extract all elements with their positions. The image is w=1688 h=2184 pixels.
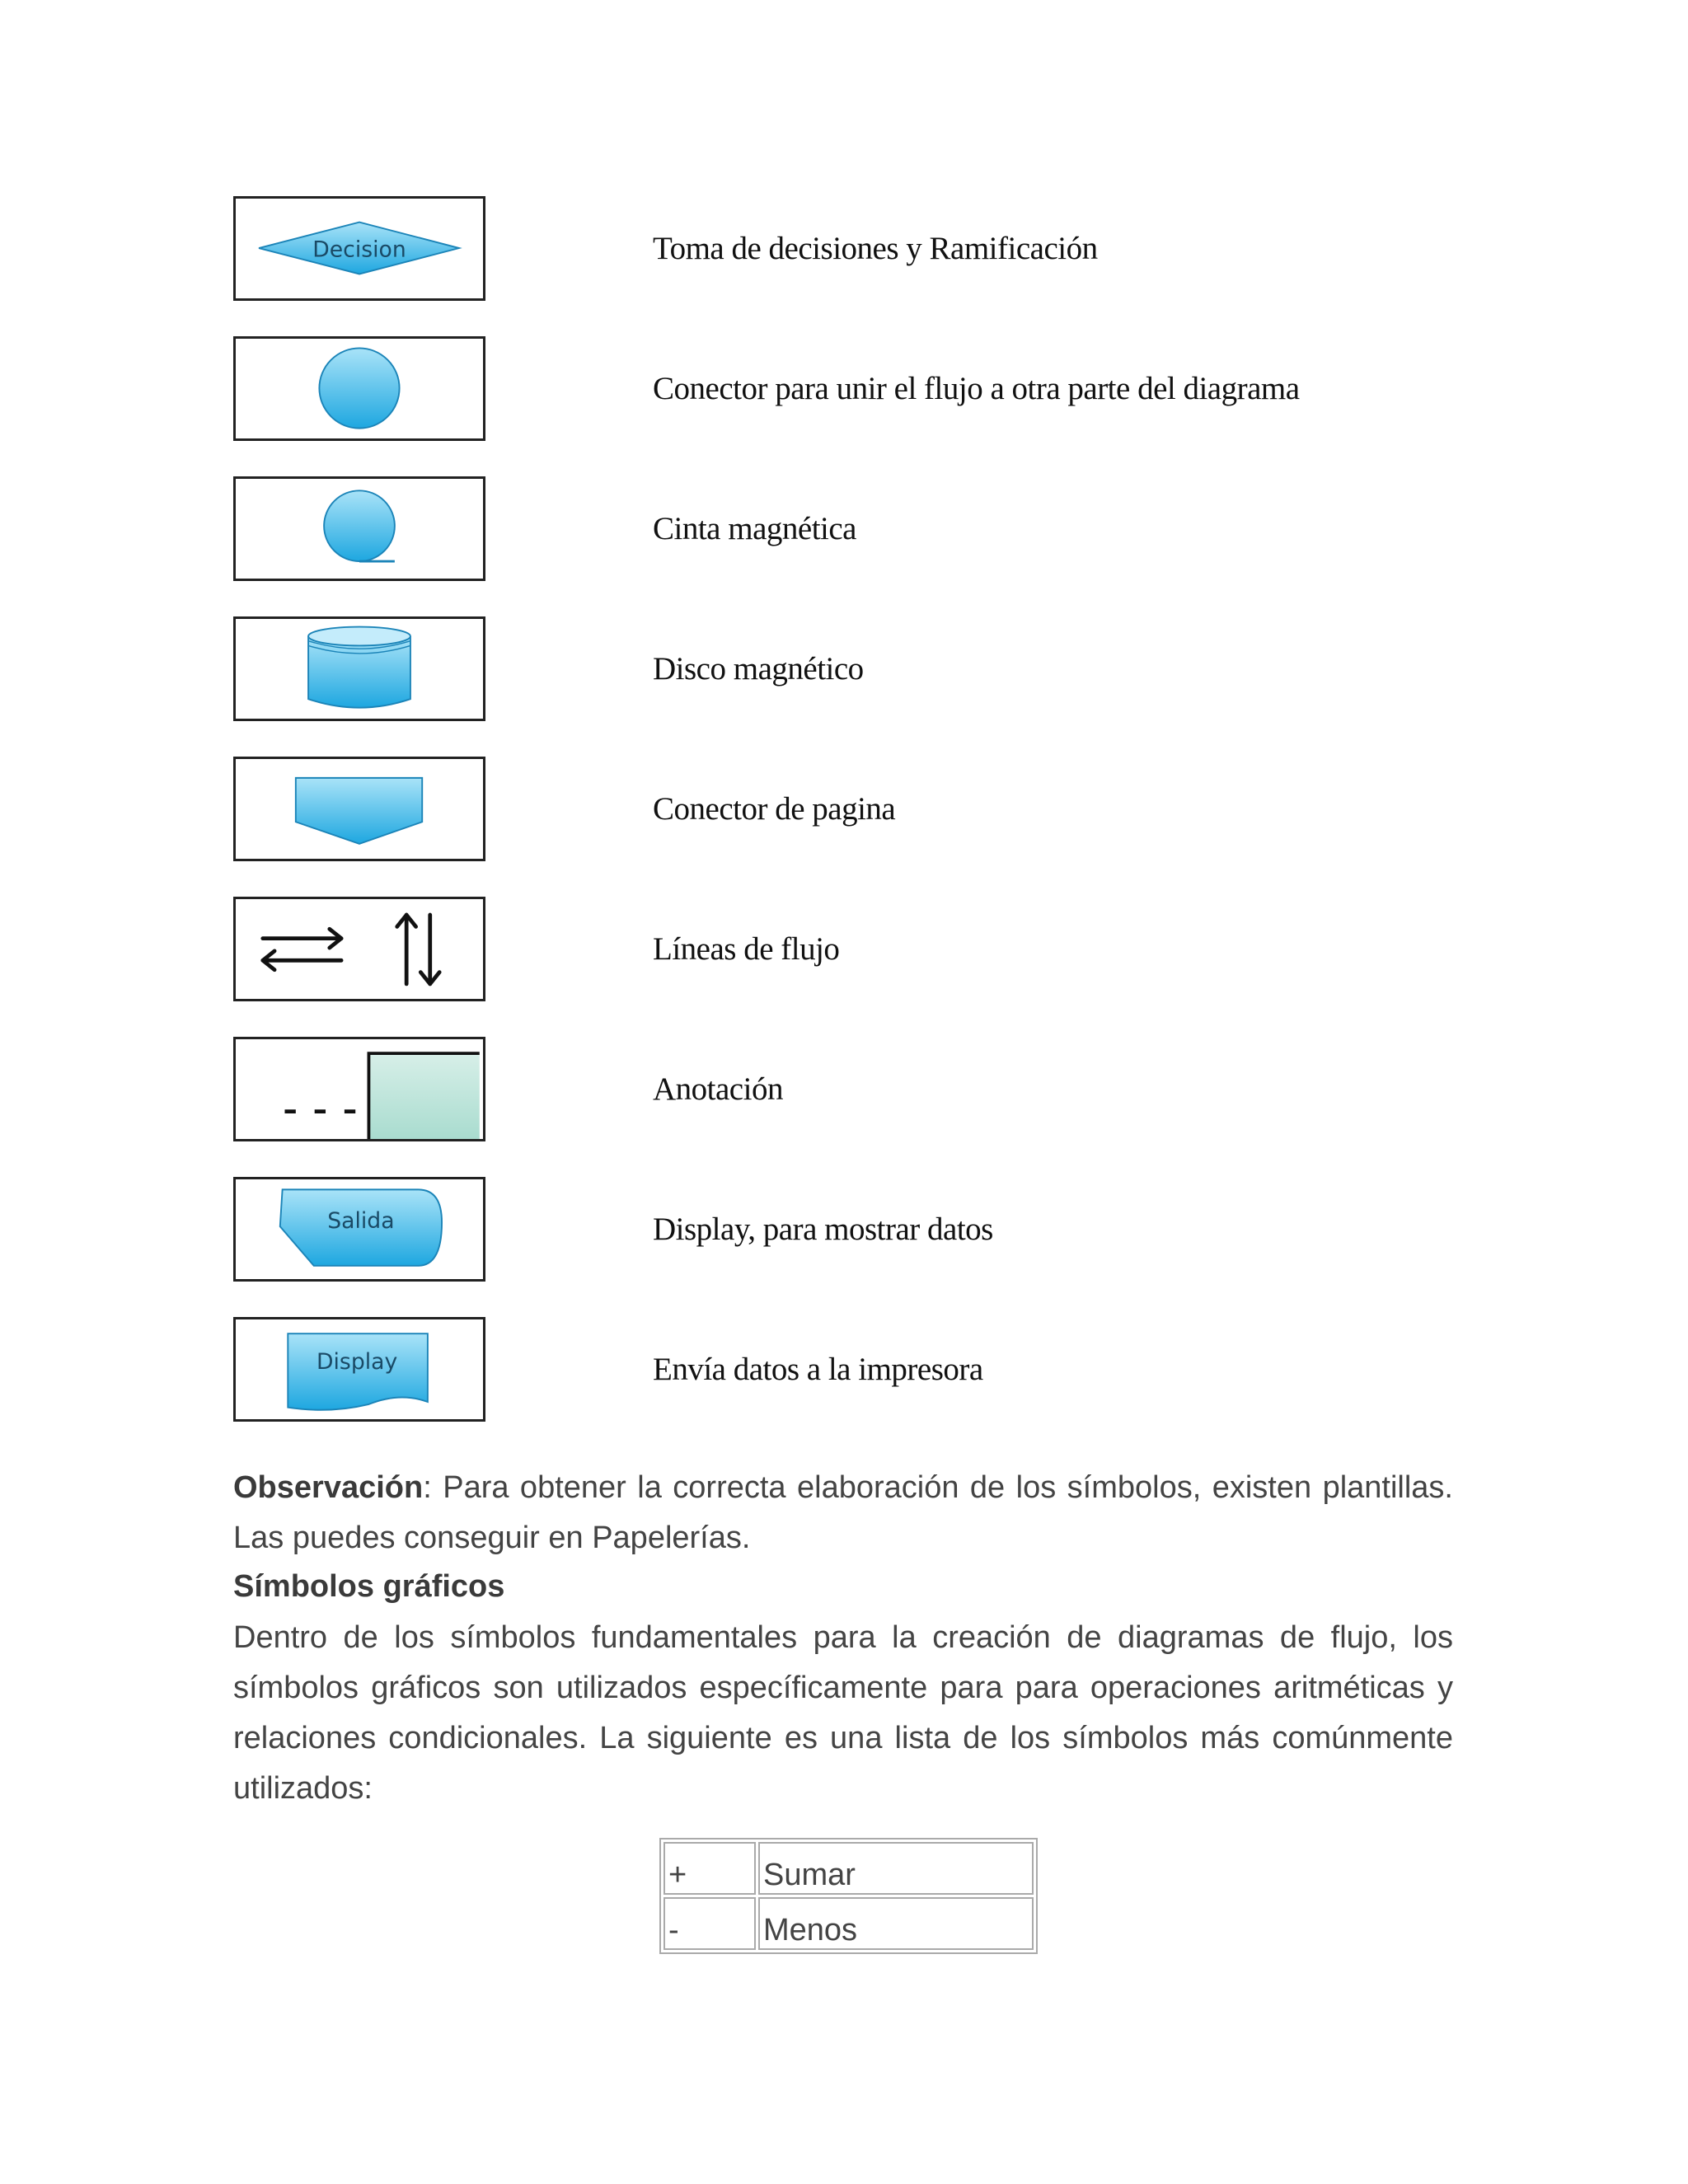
magnetic-tape-icon <box>233 476 485 581</box>
table-row <box>663 1897 1034 1950</box>
symbol-row-display <box>233 1177 1470 1282</box>
symbol-row-decision <box>233 196 1470 302</box>
annotation-icon <box>233 1037 485 1141</box>
printer-shape-text: Display <box>316 1349 398 1376</box>
symbol-label: Anotación <box>653 1071 783 1107</box>
decision-shape-text: Decision <box>312 237 406 263</box>
symbol-label: Disco magnético <box>653 651 864 687</box>
operator-symbol-cell: - <box>663 1897 756 1950</box>
symbol-label: Toma de decisiones y Ramificación <box>653 231 1098 266</box>
symbol-row-magnetic-tape <box>233 476 1470 582</box>
symbol-label: Conector de pagina <box>653 791 896 827</box>
symbol-label: Líneas de flujo <box>653 931 840 967</box>
symbol-row-connector <box>233 336 1470 442</box>
graphic-symbols-paragraph: Dentro de los símbolos fundamentales para la creación de diagramas de flujo, los símbolos gráficos son utilizados específicamente para para operaciones aritméticas y relaciones condicionales. La siguiente es una lista de los símbolos más comúnmente utilizados: <box>233 1620 1453 1806</box>
operator-name-cell: Menos <box>758 1897 1034 1950</box>
page-connector-icon <box>233 757 485 861</box>
section-heading: Símbolos gráficos <box>233 1569 505 1604</box>
table-row <box>663 1842 1034 1895</box>
symbol-label: Conector para unir el flujo a otra parte del diagrama <box>653 371 1300 406</box>
symbol-label: Envía datos a la impresora <box>653 1352 983 1387</box>
magnetic-disk-icon <box>233 616 485 721</box>
printer-document-icon <box>233 1317 485 1422</box>
symbol-row-printer <box>233 1317 1470 1422</box>
display-output-icon <box>233 1177 485 1282</box>
decision-diamond-icon <box>233 196 485 301</box>
display-shape-text: Salida <box>327 1208 395 1235</box>
observation-text: : Para obtener la correcta elaboración de los símbolos, existen plantillas. Las puedes conseguir en Papelerías. <box>233 1470 1453 1555</box>
symbol-row-page-connector <box>233 757 1470 862</box>
flow-lines-icon <box>233 897 485 1001</box>
symbol-row-annotation <box>233 1037 1470 1142</box>
observation-paragraph <box>233 1463 1453 1563</box>
operator-name-cell: Sumar <box>758 1842 1034 1895</box>
symbol-row-flow-lines <box>233 897 1470 1002</box>
operators-table <box>659 1838 1038 1954</box>
symbol-label: Cinta magnética <box>653 511 856 546</box>
symbol-label: Display, para mostrar datos <box>653 1212 993 1247</box>
symbol-row-magnetic-disk <box>233 616 1470 722</box>
operator-symbol-cell: + <box>663 1842 756 1895</box>
connector-circle-icon <box>233 336 485 441</box>
observation-label: Observación <box>233 1470 424 1505</box>
